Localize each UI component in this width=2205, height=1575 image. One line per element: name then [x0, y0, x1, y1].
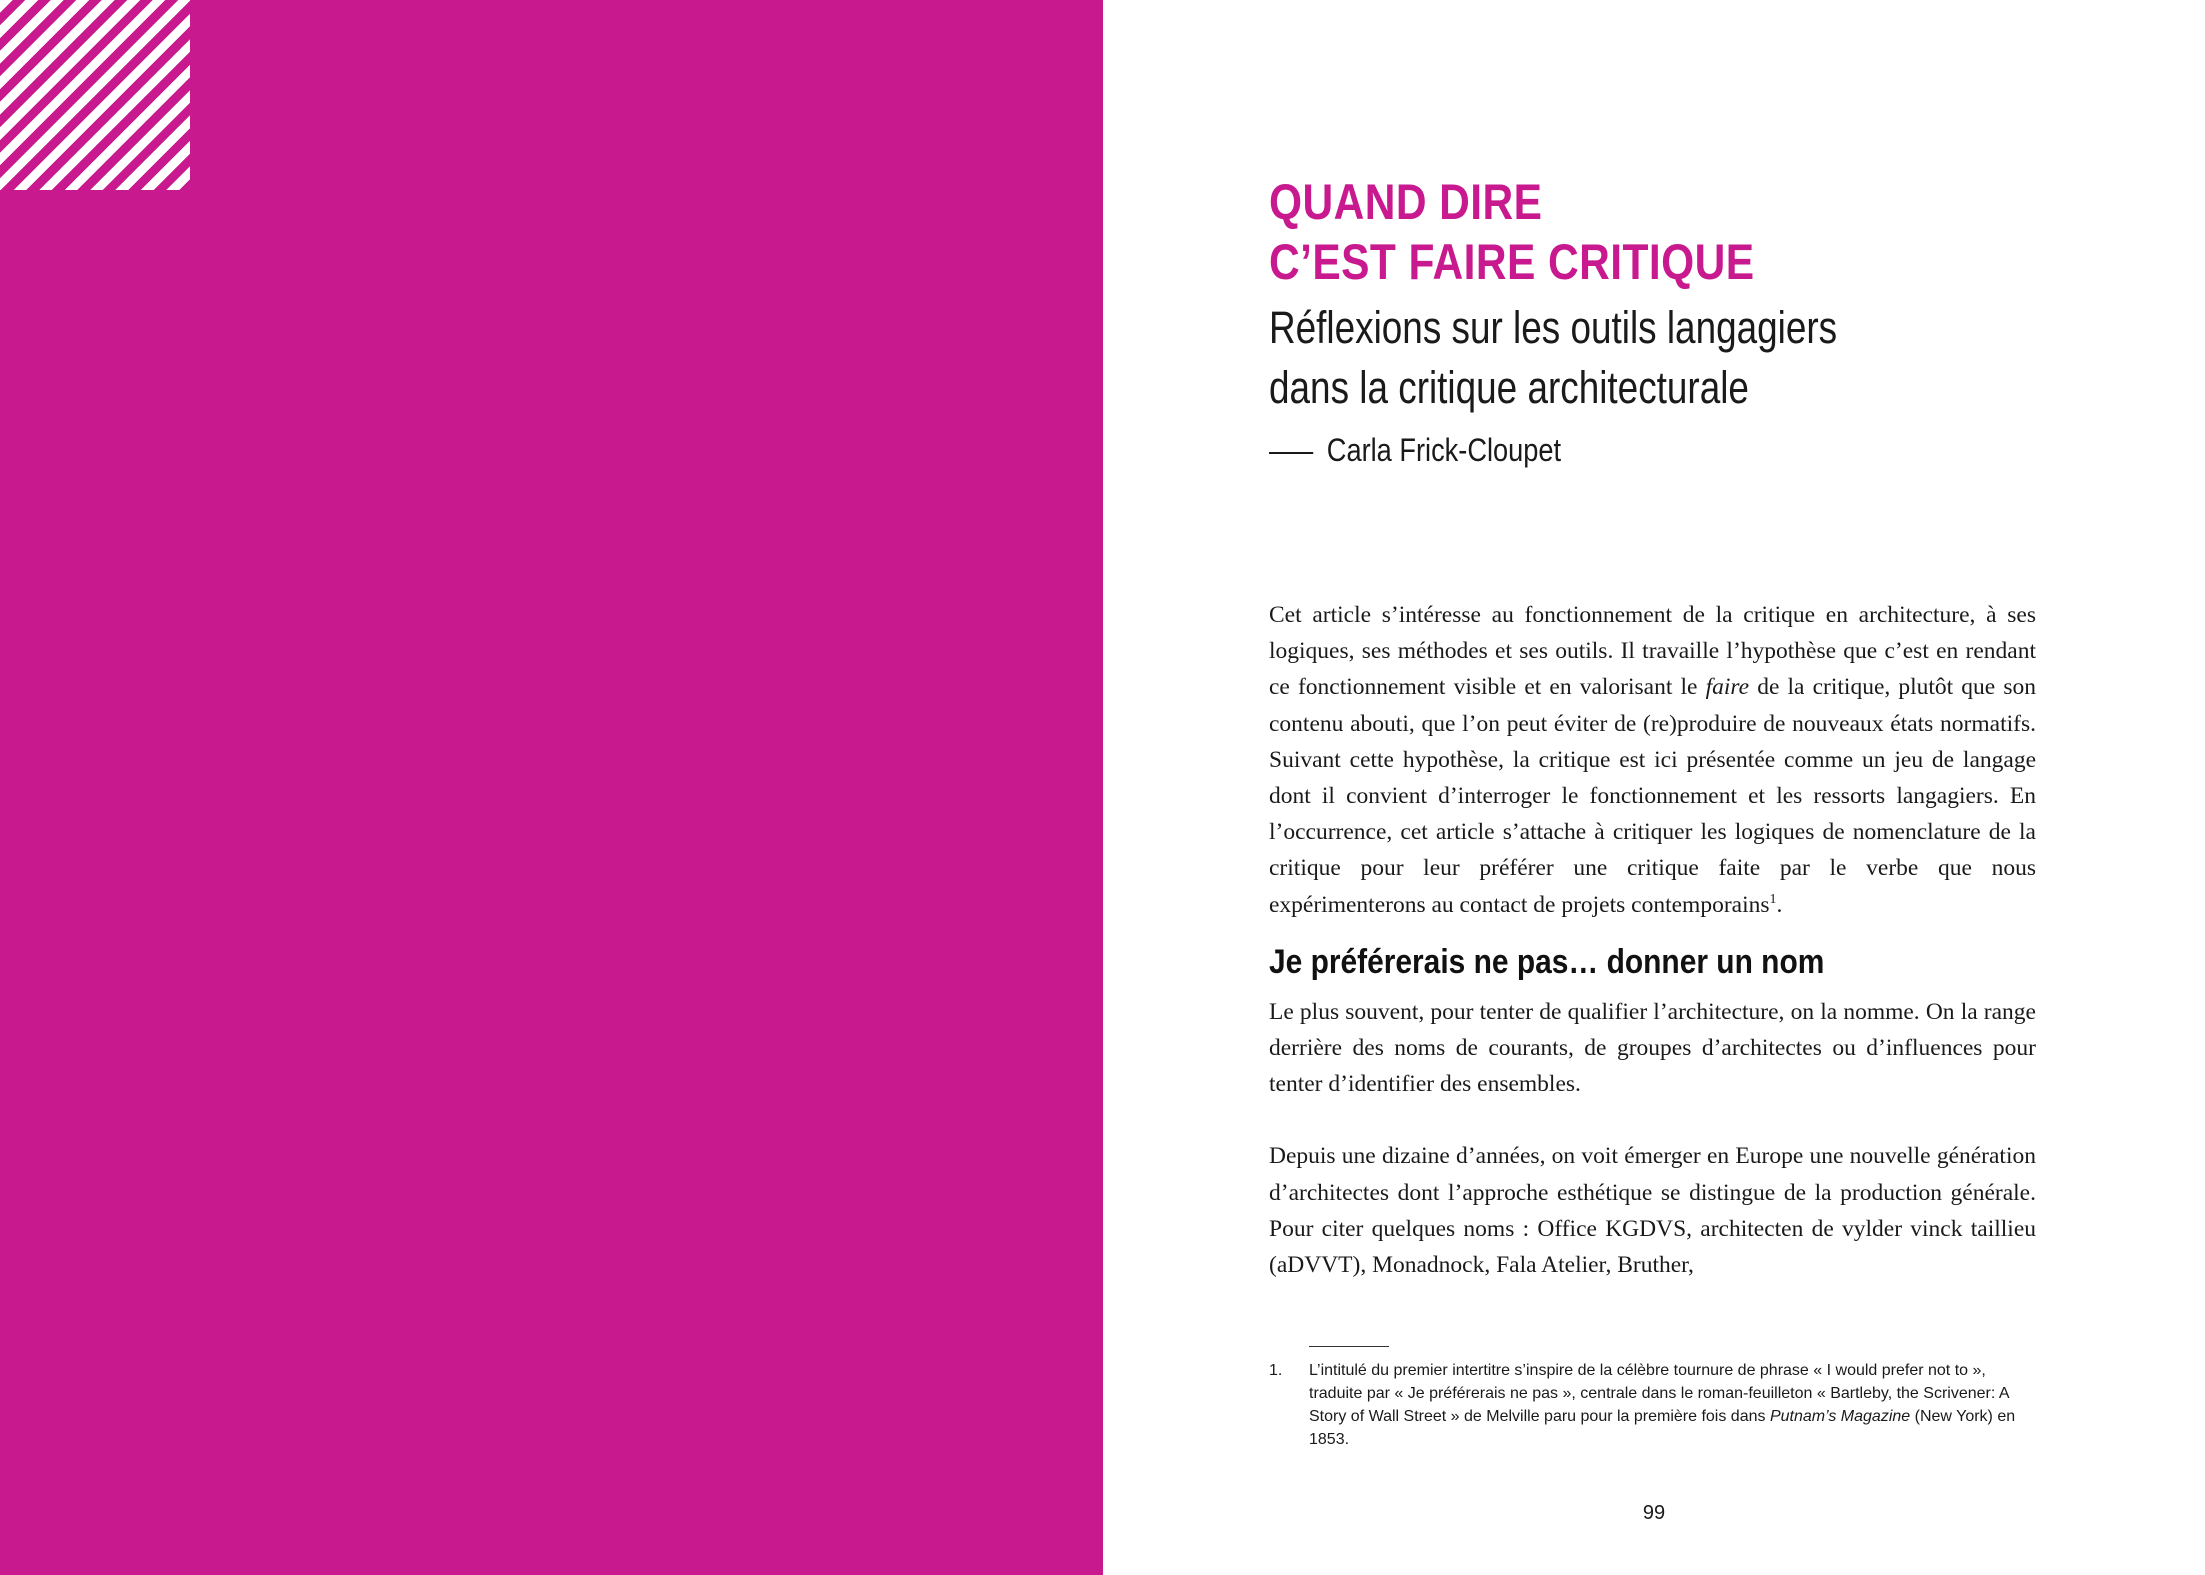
author-dash [1269, 452, 1313, 454]
subtitle-line-2: dans la critique architecturale [1269, 362, 1749, 413]
body-paragraph-3: Depuis une dizaine d’années, on voit émerger en Europe une nouvelle génération d’architectes dont l’approche esthétique se distingue de la production générale. Pour citer quelques noms : Office KGDVS, architecten de vylder vinck taillieu (aDVVT), Monadnock, Fala Atelier, Bruther, [1269, 1143, 2036, 1279]
body-paragraph-2: Le plus souvent, pour tenter de qualifier l’architecture, on la nomme. On la range derrière des noms de courants, de groupes d’architectes ou d’influences pour tenter d’identifier des ensembles. [1269, 998, 2036, 1098]
intro-text-end: . [1776, 891, 1783, 918]
footnote-emphasis: Putnam’s Magazine [1769, 1408, 1911, 1425]
footnote-number: 1. [1269, 1362, 1283, 1379]
footnote-text [1309, 1359, 2036, 1451]
intro-paragraph [1269, 597, 2036, 923]
paragraph-gap [1269, 1102, 2036, 1138]
author-line [1269, 430, 1561, 470]
page-number: 99 [1642, 1502, 1666, 1524]
article-title [1269, 172, 1754, 292]
title-line-2: C’EST FAIRE CRITIQUE [1269, 234, 1755, 290]
footnote-text-2: (New York) en 1853. [1309, 1408, 2016, 1448]
section-heading: Je préférerais ne pas… donner un nom [1269, 942, 1825, 981]
intro-text-2: de la critique, plutôt que son contenu abouti, que l’on peut éviter de (re)produire de nouveaux états normatifs. Suivant cette hypothèse, la critique est ici présentée comme un jeu de langage dont il convient d’interroger le fonctionnement et les ressorts langagiers. En l’occurrence, cet article s’attache à critiquer les logiques de nomenclature de la critique pour leur préférer une critique faite par le verbe que nous expérimenterons au contact de projets contemporains [1269, 674, 2037, 918]
article-subtitle [1269, 298, 1837, 418]
intro-emphasis: faire [1705, 674, 1750, 701]
article-body [1269, 597, 2036, 1283]
author-name: Carla Frick-Cloupet [1326, 432, 1562, 468]
right-page [1103, 0, 2205, 1575]
footnote-text-1: L’intitulé du premier intertitre s’inspire de la célèbre tournure de phrase « I would prefer not to », traduite par « Je préférerais ne pas », centrale dans le roman-feuilleton « Bartleby, the Scrivener: A Story of Wall Street » de Melville paru pour la première fois dans [1309, 1362, 2009, 1425]
footnote-divider [1309, 1346, 1389, 1347]
title-line-1: QUAND DIRE [1269, 174, 1543, 230]
intro-text-1: Cet article s’intéresse au fonctionnement de la critique en architecture, à ses logiques, ses méthodes et ses outils. Il travaille l’hypothèse que c’est en rendant ce fonctionnement visible et en valorisant le [1269, 602, 2036, 701]
diagonal-stripe-pattern [0, 0, 190, 190]
footnote-reference[interactable]: 1 [1769, 891, 1777, 907]
subtitle-line-1: Réflexions sur les outils langagiers [1269, 302, 1838, 353]
footnote [1269, 1359, 2036, 1451]
